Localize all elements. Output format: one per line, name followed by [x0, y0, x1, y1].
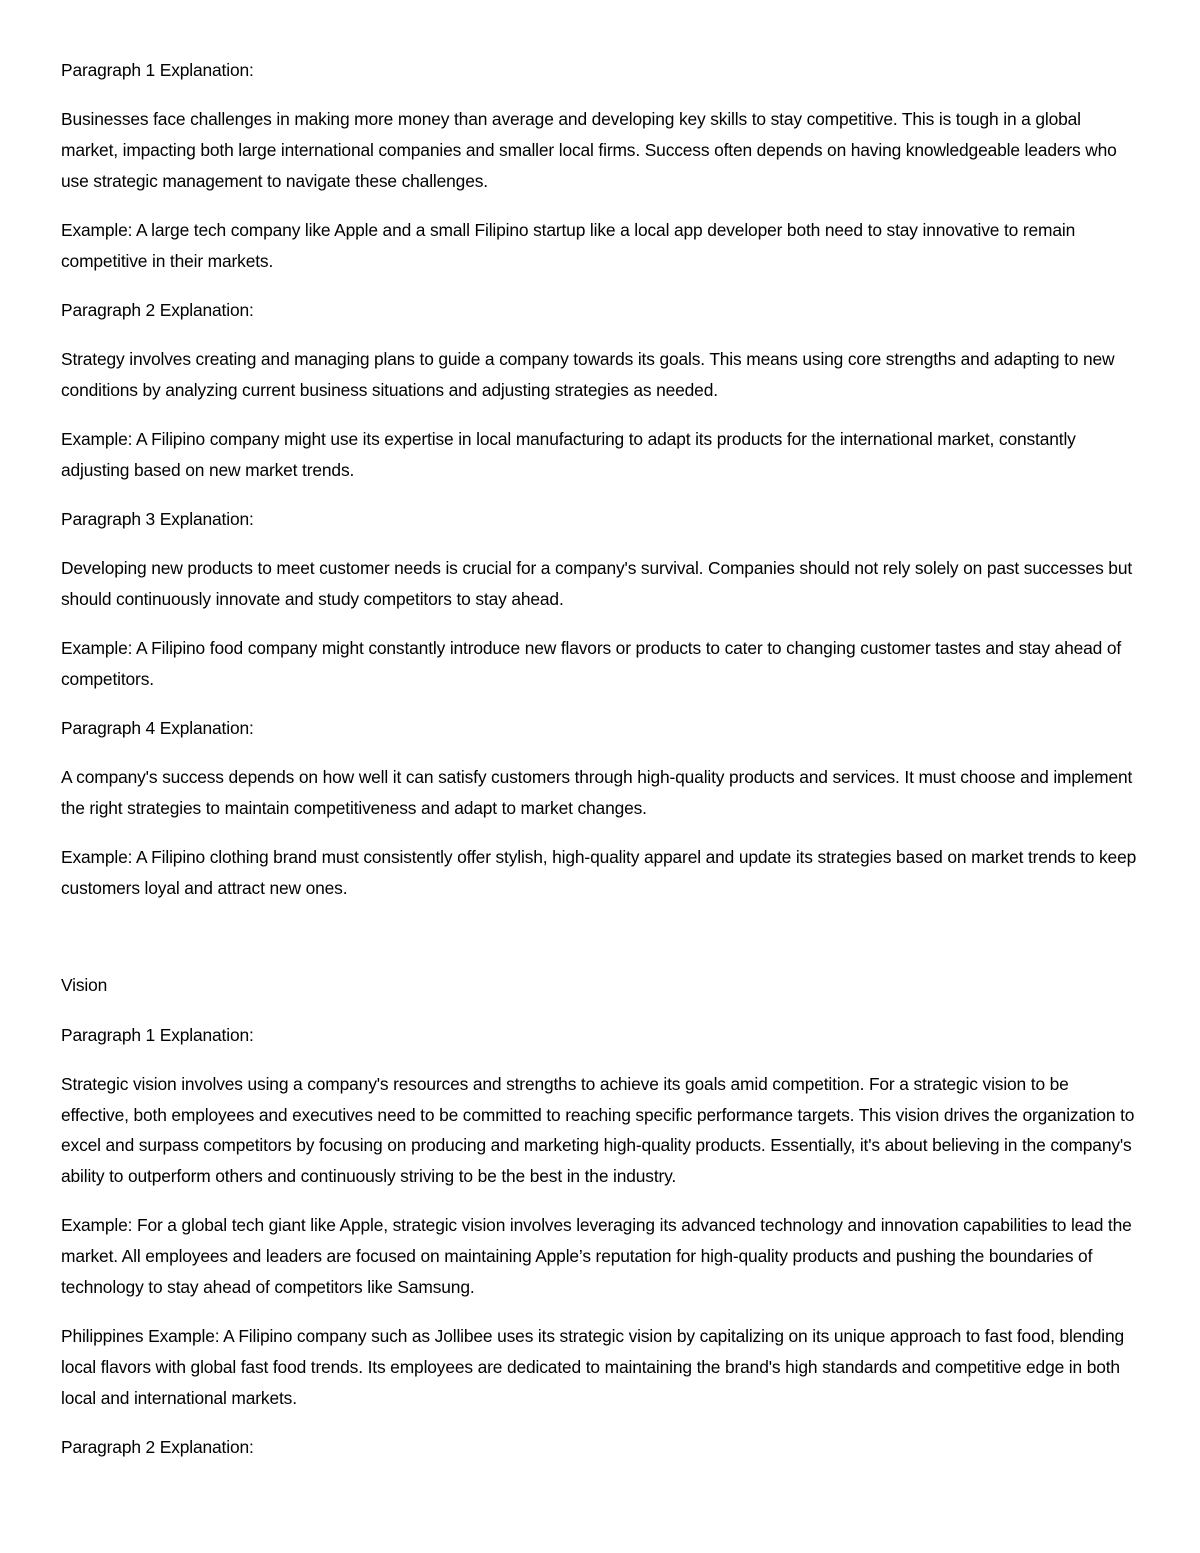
section-title: Vision — [61, 975, 108, 996]
blank-line — [61, 922, 1141, 970]
paragraph-heading: Paragraph 2 Explanation: — [61, 299, 254, 320]
paragraph-body: Strategic vision involves using a company's resources and strengths to achieve its goals amid competition. For a strategic vision to be effective, both employees and executives need to be committed to reaching specific performance targets. This vision drives the organization to excel and surpass competitors by focusing on producing and marketing high-quality products. Essentially, it's about believing in the company's ability to outperform others and continuously striving to be the best in the industry. — [61, 1073, 1135, 1187]
paragraph-example: Example: For a global tech giant like Apple, strategic vision involves leveraging its advanced technology and innovation capabilities to lead the market. All employees and leaders are focused on maintaining Apple’s reputation for high-quality products and pushing the boundaries of technology to stay ahead of competitors like Samsung. — [61, 1215, 1132, 1297]
paragraph-example: Example: A large tech company like Apple and a small Filipino startup like a local app developer both need to stay innovative to remain competitive in their markets. — [61, 219, 1076, 271]
document-body — [61, 55, 1141, 1481]
paragraph-heading: Paragraph 2 Explanation: — [61, 1436, 254, 1457]
paragraph-heading: Paragraph 3 Explanation: — [61, 509, 254, 530]
paragraph-example: Example: A Filipino food company might constantly introduce new flavors or products to cater to changing customer tastes and stay ahead of competitors. — [61, 638, 1122, 690]
paragraph-body: Developing new products to meet customer needs is crucial for a company's survival. Companies should not rely solely on past successes but should continuously innovate and study competitors to stay ahead. — [61, 558, 1133, 610]
paragraph-body: Businesses face challenges in making more money than average and developing key skills to stay competitive. This is tough in a global market, impacting both large international companies and smaller local firms. Success often depends on having knowledgeable leaders who use strategic management to navigate these challenges. — [61, 109, 1117, 191]
paragraph-body: Strategy involves creating and managing plans to guide a company towards its goals. This means using core strengths and adapting to new conditions by analyzing current business situations and adjusting strategies as needed. — [61, 349, 1115, 400]
paragraph-example: Example: A Filipino clothing brand must consistently offer stylish, high-quality apparel and update its strategies based on market trends to keep customers loyal and attract new ones. — [61, 847, 1137, 899]
paragraph-heading: Paragraph 1 Explanation: — [61, 60, 254, 80]
paragraph-heading: Paragraph 4 Explanation: — [61, 718, 254, 739]
paragraph-heading: Paragraph 1 Explanation: — [61, 1024, 254, 1045]
paragraph-ph-example: Philippines Example: A Filipino company such as Jollibee uses its strategic vision by capitalizing on its unique approach to fast food, blending local flavors with global fast food trends. Its employees are dedicated to maintaining the brand's high standards and competitive edge in both local and international markets. — [61, 1326, 1125, 1408]
paragraph-body: A company's success depends on how well it can satisfy customers through high-quality products and services. It must choose and implement the right strategies to maintain competitiveness and adapt to market changes. — [61, 767, 1133, 819]
paragraph-example: Example: A Filipino company might use its expertise in local manufacturing to adapt its products for the international market, constantly adjusting based on new market trends. — [61, 429, 1076, 480]
